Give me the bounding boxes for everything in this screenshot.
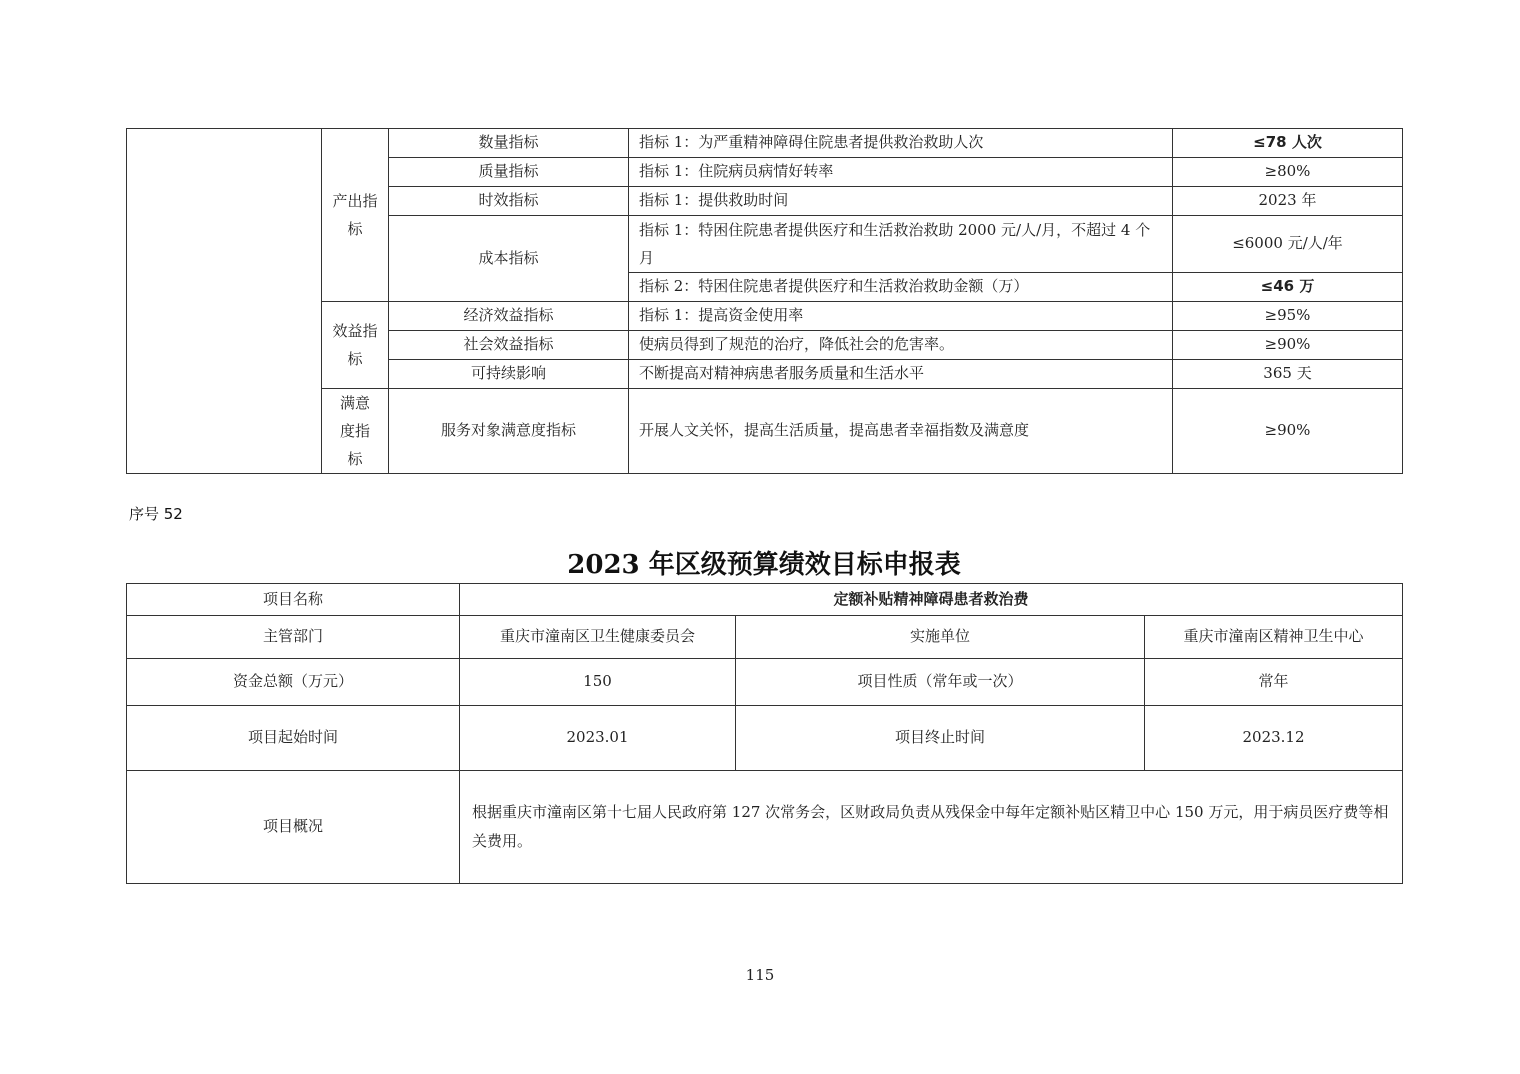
table-row xyxy=(127,584,1403,616)
indicator-type: 经济效益指标 xyxy=(389,302,629,331)
indicator-value: ≤6000 元/人/年 xyxy=(1173,216,1403,273)
indicator-type: 社会效益指标 xyxy=(389,331,629,360)
indicator-desc: 开展人文关怀，提高生活质量，提高患者幸福指数及满意度 xyxy=(629,389,1173,474)
indicator-value: ≥90% xyxy=(1173,389,1403,474)
indicator-value: ≥95% xyxy=(1173,302,1403,331)
indicator-table xyxy=(126,128,1403,474)
table-row xyxy=(127,616,1403,659)
start-time-label: 项目起始时间 xyxy=(127,706,460,771)
blank-cell xyxy=(127,129,322,474)
table-row xyxy=(127,129,1403,158)
project-name-value: 定额补贴精神障碍患者救治费 xyxy=(460,584,1403,616)
output-category-cell: 产出指标 xyxy=(322,129,389,302)
project-name-label: 项目名称 xyxy=(127,584,460,616)
page-number: 115 xyxy=(745,966,775,984)
indicator-desc: 指标 1：特困住院患者提供医疗和生活救治救助 2000 元/人/月，不超过 4 个月 xyxy=(629,216,1173,273)
table-row xyxy=(127,659,1403,706)
unit-label: 实施单位 xyxy=(736,616,1145,659)
indicator-type: 服务对象满意度指标 xyxy=(389,389,629,474)
dept-label: 主管部门 xyxy=(127,616,460,659)
indicator-type: 可持续影响 xyxy=(389,360,629,389)
overview-label: 项目概况 xyxy=(127,771,460,884)
fund-value: 150 xyxy=(460,659,736,706)
serial-number-label: 序号 52 xyxy=(129,505,183,523)
indicator-desc: 使病员得到了规范的治疗，降低社会的危害率。 xyxy=(629,331,1173,360)
fund-label: 资金总额（万元） xyxy=(127,659,460,706)
end-time-value: 2023.12 xyxy=(1145,706,1403,771)
start-time-value: 2023.01 xyxy=(460,706,736,771)
indicator-value: 2023 年 xyxy=(1173,187,1403,216)
indicator-type: 质量指标 xyxy=(389,158,629,187)
unit-value: 重庆市潼南区精神卫生中心 xyxy=(1145,616,1403,659)
nature-label: 项目性质（常年或一次） xyxy=(736,659,1145,706)
overview-value: 根据重庆市潼南区第十七届人民政府第 127 次常务会，区财政局负责从残保金中每年定额补贴区精卫中心 150 万元，用于病员医疗费等相关费用。 xyxy=(460,771,1403,884)
indicator-desc: 指标 1：住院病员病情好转率 xyxy=(629,158,1173,187)
indicator-desc: 不断提高对精神病患者服务质量和生活水平 xyxy=(629,360,1173,389)
nature-value: 常年 xyxy=(1145,659,1403,706)
indicator-desc: 指标 1：提供救助时间 xyxy=(629,187,1173,216)
satisfaction-category-cell: 满意度指标 xyxy=(322,389,389,474)
dept-value: 重庆市潼南区卫生健康委员会 xyxy=(460,616,736,659)
indicator-value: ≤46 万 xyxy=(1173,273,1403,302)
indicator-value: ≥80% xyxy=(1173,158,1403,187)
benefit-category-cell: 效益指标 xyxy=(322,302,389,389)
project-info-table xyxy=(126,583,1403,884)
indicator-value: ≥90% xyxy=(1173,331,1403,360)
table-row xyxy=(127,771,1403,884)
indicator-desc: 指标 1：为严重精神障碍住院患者提供救治救助人次 xyxy=(629,129,1173,158)
end-time-label: 项目终止时间 xyxy=(736,706,1145,771)
form-title: 2023 年区级预算绩效目标申报表 xyxy=(567,550,961,580)
indicator-type: 数量指标 xyxy=(389,129,629,158)
indicator-value: 365 天 xyxy=(1173,360,1403,389)
indicator-desc: 指标 1：提高资金使用率 xyxy=(629,302,1173,331)
indicator-type: 时效指标 xyxy=(389,187,629,216)
indicator-desc: 指标 2：特困住院患者提供医疗和生活救治救助金额（万） xyxy=(629,273,1173,302)
indicator-value: ≤78 人次 xyxy=(1173,129,1403,158)
indicator-type: 成本指标 xyxy=(389,216,629,302)
table-row xyxy=(127,706,1403,771)
